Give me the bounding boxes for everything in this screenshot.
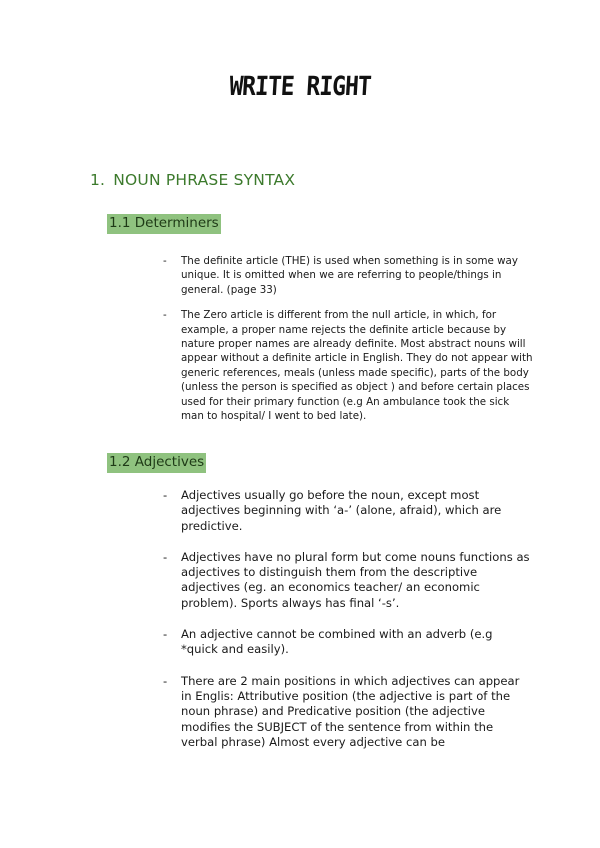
list-item: - Adjectives usually go before the noun, except most adjectives beginning with ‘a-’ (alone, afraid), which are predictive. [163,488,533,534]
list-item: - The definite article (THE) is used when something is in some way unique. It is omitted when we are referring to people/things in general. (page 33) [163,254,533,297]
section-heading [90,171,295,189]
adjectives-list [163,488,533,766]
section-title: NOUN PHRASE SYNTAX [113,171,296,189]
subheading-adjectives: 1.2 Adjectives [107,453,206,473]
page-title: WRITE RIGHT [228,72,372,102]
determiners-list [163,254,533,434]
list-item: - An adjective cannot be combined with an adverb (e.g *quick and easily). [163,627,533,658]
section-number: 1. [90,171,106,189]
list-item: - The Zero article is different from the null article, in which, for example, a proper name rejects the definite article because by nature proper names are already definite. Most abstract nouns will appear without a definite article in English. They do not appear with generic references, meals (unless made specific), parts of the body (unless the person is specified as object ) and before certain places used for their primary function (e.g An ambulance took the sick man to hospital/ I went to bed late). [163,308,533,423]
subheading-determiners: 1.1 Determiners [107,214,221,234]
list-item: - Adjectives have no plural form but come nouns functions as adjectives to distinguish them from the descriptive adjectives (eg. an economics teacher/ an economic problem). Sports always has final ‘-s’. [163,550,533,611]
list-item: - There are 2 main positions in which adjectives can appear in Englis: Attributive position (the adjective is part of the noun phrase) and Predicative position (the adjective modifies the SUBJECT of the sentence from within the verbal phrase) Almost every adjective can be [163,674,533,750]
